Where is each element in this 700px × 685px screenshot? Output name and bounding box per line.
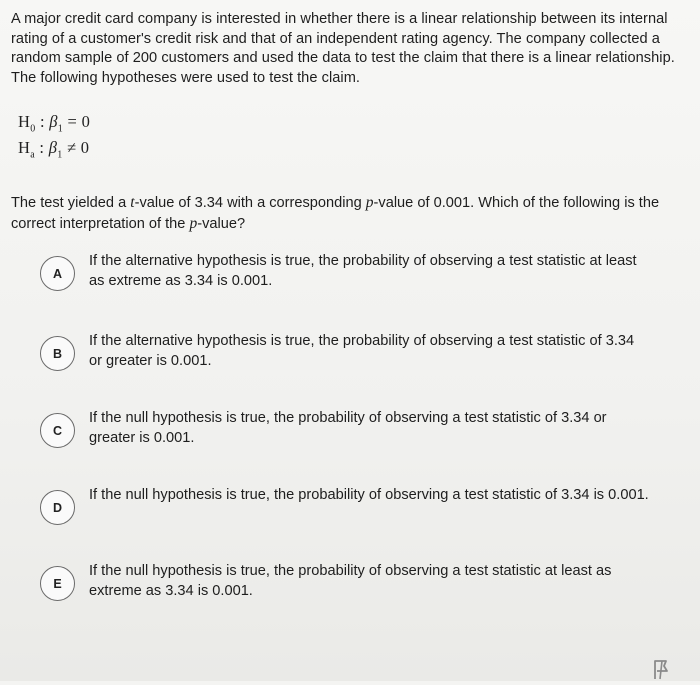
choice-d-text: If the null hypothesis is true, the probability of observing a test statistic of 3.34 is 0.001. — [89, 487, 649, 503]
choice-c-text: If the null hypothesis is true, the probability of observing a test statistic of 3.34 or greater is 0.001. — [89, 410, 607, 446]
h0-beta: β — [49, 112, 58, 131]
choice-d-radio[interactable]: D — [40, 490, 75, 525]
choice-e[interactable] — [40, 563, 660, 616]
choice-b[interactable] — [40, 333, 660, 386]
ha-label: H — [18, 138, 31, 157]
choice-d[interactable] — [40, 487, 660, 540]
question-stem: A major credit card company is interested in whether there is a linear relationship between its internal rating of a customer's credit risk and that of an independent rating agency. The company collected a random sample of 200 customers and used the data to test the claim that there is a linear relationship. The following hypotheses were used to test the claim. — [11, 11, 675, 86]
alternative-hypothesis — [18, 138, 89, 160]
choice-c[interactable] — [40, 410, 660, 463]
ha-colon: : — [34, 138, 49, 157]
flag-icon[interactable] — [650, 658, 676, 680]
prompt-t-symbol: t — [130, 194, 135, 211]
prompt-p-symbol: p — [365, 194, 374, 211]
choice-b-text: If the alternative hypothesis is true, the probability of observing a test statistic of 3.34 or greater is 0.001. — [89, 333, 635, 369]
choice-a[interactable] — [40, 253, 660, 306]
choice-a-radio[interactable]: A — [40, 256, 75, 291]
choice-c-radio[interactable]: C — [40, 413, 75, 448]
question-prompt — [11, 193, 681, 234]
h0-beta-sub: 1 — [57, 123, 64, 135]
ha-sub: a — [30, 149, 35, 161]
h0-colon: : — [35, 112, 50, 131]
null-hypothesis — [18, 112, 90, 134]
choice-a-text: If the alternative hypothesis is true, the probability of observing a test statistic at least as extreme as 3.34 is 0.001. — [89, 253, 637, 289]
prompt-part-4: -value? — [197, 215, 246, 232]
choice-b-radio[interactable]: B — [40, 336, 75, 371]
choice-e-text: If the null hypothesis is true, the probability of observing a test statistic at least as extreme as 3.34 is 0.001. — [89, 563, 612, 599]
h0-rest: = 0 — [63, 112, 91, 131]
ha-beta-sub: 1 — [57, 149, 63, 161]
choice-e-radio[interactable]: E — [40, 566, 75, 601]
prompt-part-2: -value of 3.34 with a corresponding — [134, 195, 366, 211]
ha-beta: β — [48, 138, 58, 157]
ha-rest: ≠ 0 — [62, 138, 90, 157]
h0-sub: 0 — [30, 123, 36, 135]
flag-icon-svg — [650, 658, 674, 680]
prompt-part-1: The test yielded a — [11, 195, 131, 211]
prompt-p-symbol-2: p — [189, 214, 198, 232]
prompt-part-3: -value of 0.001. Which of the following is the correct interpretation of the — [11, 195, 660, 232]
h0-label: H — [18, 112, 31, 131]
